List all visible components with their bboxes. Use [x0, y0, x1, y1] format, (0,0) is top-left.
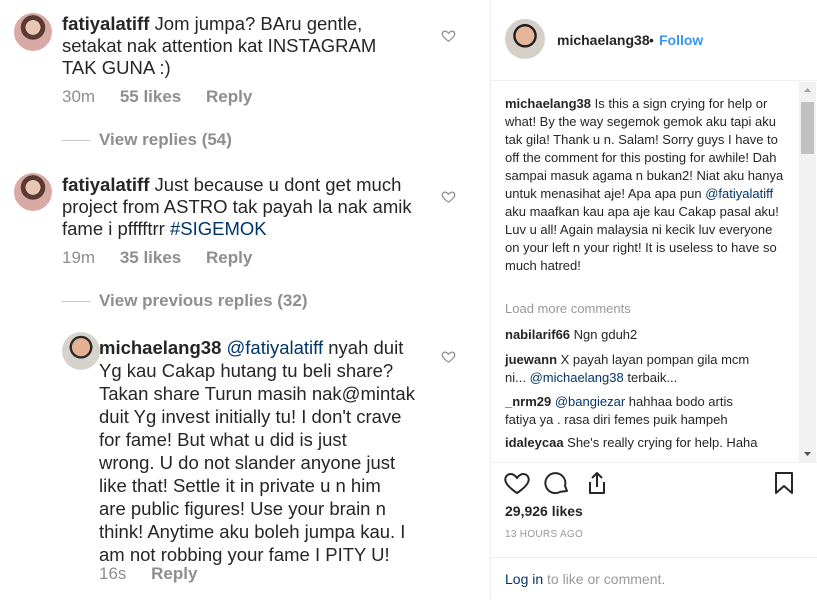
comment-text-line: for fame! But what u did is just	[99, 429, 347, 450]
scroll-down-icon[interactable]	[799, 446, 816, 462]
heart-icon[interactable]	[503, 469, 531, 497]
caption-text: Is this a sign crying for help or what! By the way segemok gemok aku tapi aku tak gila! Thank u n. Salam! Sorry guys I have to off the comment for this posting for awhile! Dah sampai masuk agama n bukan2! Niat aku hanya untuk menasihat aje! Apa apa pun	[505, 96, 784, 201]
heart-icon[interactable]	[441, 349, 456, 364]
comment-text-line: am not robbing your fame I PITY U!	[99, 544, 390, 565]
caption-text: aku maafkan kau apa aje kau Cakap pasal aku! Luv u all! Again malaysia ni kecik luv everyone on your left n your right! It is useless to have so much hatred!	[505, 204, 779, 273]
post-header	[491, 0, 817, 81]
separator-dot: •	[649, 32, 654, 48]
avatar[interactable]	[505, 19, 545, 59]
comment-text-line: project from ASTRO tak payah la nak amik	[62, 196, 412, 217]
comment-text: She's really crying for help. Haha	[563, 435, 758, 450]
comment-meta	[62, 248, 252, 268]
login-row	[491, 557, 817, 601]
post-timestamp[interactable]: 13 HOURS AGO	[505, 529, 584, 540]
load-more-comments-button[interactable]: Load more comments	[505, 301, 631, 316]
reply-button[interactable]: Reply	[206, 87, 253, 106]
comment-body	[62, 174, 452, 240]
comment-time[interactable]: 19m	[62, 248, 96, 267]
comment-username[interactable]: _nrm29	[505, 394, 552, 409]
list-item	[505, 351, 767, 387]
comment-likes[interactable]: 35 likes	[119, 248, 182, 267]
bookmark-icon[interactable]	[770, 469, 798, 497]
comment-username[interactable]: juewann	[505, 352, 558, 367]
post-actions	[491, 462, 817, 600]
comment-text-line: are public figures! Use your brain n	[99, 498, 386, 519]
comment-time[interactable]: 30m	[62, 87, 96, 106]
caption-username[interactable]: michaelang38	[505, 96, 591, 111]
heart-icon[interactable]	[441, 28, 456, 43]
share-icon[interactable]	[583, 469, 611, 497]
comment-time[interactable]: 16s	[99, 564, 127, 583]
caption	[505, 95, 789, 275]
comment-text-line: think! Anytime aku boleh jumpa kau. I	[99, 521, 406, 542]
follow-button[interactable]: Follow	[659, 32, 704, 48]
divider	[62, 140, 90, 141]
comment-text-line: nyah duit	[323, 337, 404, 358]
comment-text-line: duit Yg invest initially tu! I don't crave	[99, 406, 402, 427]
comment-text-line: fame i pfffftrr	[62, 218, 170, 239]
post-panel	[491, 0, 817, 599]
list-item	[505, 393, 767, 429]
comment-text-line: TAK GUNA :)	[62, 57, 171, 78]
avatar[interactable]	[62, 332, 100, 370]
mention-link[interactable]: @michaelang38	[529, 370, 624, 385]
comment-text-line: Yg kau Cakap hutang tu beli share?	[99, 360, 394, 381]
list-item	[505, 326, 789, 344]
scrollbar-thumb[interactable]	[801, 102, 814, 154]
comment-body	[62, 13, 442, 79]
hashtag-link[interactable]: #SIGEMOK	[169, 218, 267, 239]
comment-text: terbaik...	[623, 370, 678, 385]
comment-text-line: Takan share Turun masih nak@mintak	[99, 383, 415, 404]
login-link[interactable]: Log in	[505, 571, 544, 587]
list-item	[505, 434, 789, 452]
comment-text-line: Jom jumpa? BAru gentle,	[154, 13, 363, 34]
view-replies-button[interactable]: View replies (54)	[99, 130, 232, 149]
comment-text-line: wrong. U do not slander anyone just	[99, 452, 396, 473]
comment-body	[99, 336, 449, 566]
reply-button[interactable]: Reply	[151, 564, 198, 583]
scrollbar[interactable]	[799, 82, 816, 462]
divider	[62, 301, 90, 302]
comment-icon[interactable]	[543, 469, 571, 497]
comment-text-line: Just because u dont get much	[154, 174, 402, 195]
mention-link[interactable]: @fatiyalatiff	[705, 186, 774, 201]
mention-link[interactable]: @bangiezar	[551, 394, 626, 409]
login-prompt-text: to like or comment.	[547, 571, 666, 587]
comment-text: Ngn gduh2	[570, 327, 638, 342]
comment-meta	[62, 87, 252, 107]
mention-link[interactable]: @fatiyalatiff	[226, 337, 324, 358]
comment-username[interactable]: michaelang38	[99, 337, 222, 358]
comment-text-line: setakat nak attention kat INSTAGRAM	[62, 35, 377, 56]
post-username[interactable]: michaelang38	[557, 32, 650, 48]
reply-button[interactable]: Reply	[206, 248, 253, 267]
comment-username[interactable]: nabilarif66	[505, 327, 571, 342]
comment-likes[interactable]: 55 likes	[119, 87, 182, 106]
comment-username[interactable]: idaleycaa	[505, 435, 564, 450]
like-count[interactable]: 29,926 likes	[505, 503, 583, 519]
comment-meta	[99, 564, 197, 584]
comment-text: X payah layan pompan gila mcm ni...	[505, 352, 750, 385]
view-previous-replies-button[interactable]: View previous replies (32)	[99, 291, 308, 310]
comment-username[interactable]: fatiyalatiff	[62, 174, 150, 195]
avatar[interactable]	[14, 173, 52, 211]
heart-icon[interactable]	[441, 189, 456, 204]
comment-username[interactable]: fatiyalatiff	[62, 13, 150, 34]
comment-text: hahhaa bodo artis fatiya ya . rasa diri femes puik hampeh	[505, 394, 733, 427]
scroll-up-icon[interactable]	[799, 82, 816, 98]
comment-text-line: like that! Settle it in private u n him	[99, 475, 381, 496]
comments-list[interactable]	[491, 81, 801, 461]
avatar[interactable]	[14, 13, 52, 51]
